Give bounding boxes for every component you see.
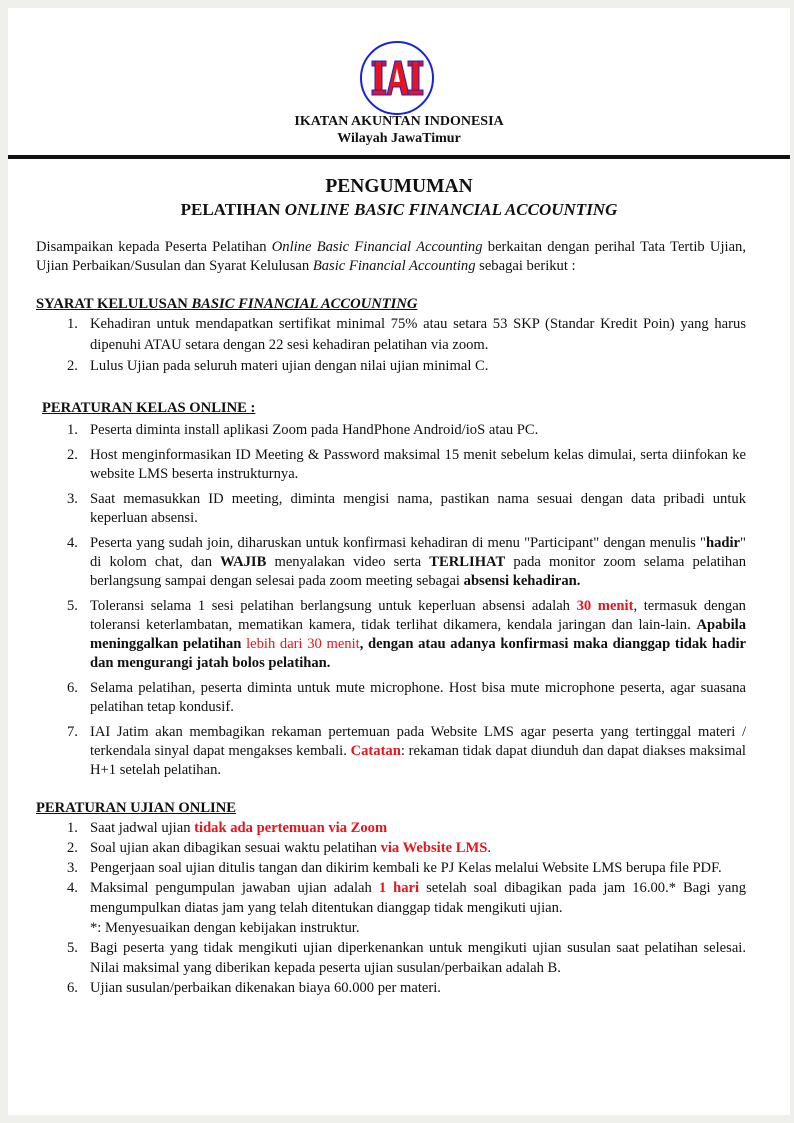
item-number: 6.: [67, 680, 78, 696]
item-number: 4.: [67, 535, 78, 551]
list-item: [36, 446, 746, 484]
item-number: 2.: [67, 840, 78, 856]
item-text: Peserta yang sudah join, diharuskan untuk konfirmasi kehadiran di menu "Participant" dengan menulis ": [90, 535, 706, 551]
emphasis: , dengan atau adanya konfirmasi maka dianggap tidak hadir dan mengurangi jatah bolos pelatihan.: [90, 636, 746, 671]
list-item: [36, 490, 746, 528]
organization-name: IKATAN AKUNTAN INDONESIA: [294, 114, 504, 129]
emphasis: hadir: [705, 535, 741, 551]
kelas-list: [36, 421, 746, 780]
intro-text: sebagai berikut :: [475, 258, 576, 274]
item-text: Soal ujian akan dibagikan sesuai waktu pelatihan: [90, 840, 381, 856]
item-number: 3.: [67, 860, 78, 876]
list-item: [36, 858, 746, 878]
item-number: 3.: [67, 491, 78, 507]
section-heading-kelas: PERATURAN KELAS ONLINE :: [42, 400, 256, 416]
list-item: [36, 421, 746, 440]
list-item: [36, 723, 746, 780]
page-title: PENGUMUMAN: [325, 176, 473, 197]
emphasis: TERLIHAT: [429, 554, 506, 570]
emphasis: absensi kehadiran.: [463, 573, 581, 589]
item-text: Ujian susulan/perbaikan dikenakan biaya 60.000 per materi.: [90, 980, 441, 996]
page-subtitle: [8, 200, 790, 220]
list-item: [36, 356, 746, 377]
section-heading-syarat: [36, 295, 746, 314]
item-number: 1.: [67, 422, 78, 438]
document-body: [36, 238, 746, 998]
highlight-red: Catatan: [350, 743, 401, 759]
highlight-red: tidak ada pertemuan via Zoom: [194, 820, 388, 836]
item-text: : rekaman tidak dapat diunduh dan dapat diakses maksimal H+1 setelah pelatihan.: [90, 743, 746, 778]
item-text: pada monitor zoom selama pelatihan berlangsung sampai dengan selesai pada zoom meeting sebagai: [90, 554, 746, 589]
intro-italic: Basic Financial Accounting: [312, 258, 476, 274]
item-number: 1.: [67, 820, 78, 836]
item-text: Pengerjaan soal ujian ditulis tangan dan dikirim kembali ke PJ Kelas melalui Website LMS berupa file PDF.: [90, 860, 722, 876]
item-text: menyalakan video serta: [266, 554, 430, 570]
item-text: " di kolom chat, dan: [90, 535, 746, 570]
intro-italic: Online Basic Financial Accounting: [271, 239, 483, 255]
intro-paragraph: [36, 238, 746, 276]
item-text: Kehadiran untuk mendapatkan sertifikat minimal 75% atau setara 53 SKP (Standar Kredit Poin) yang harus dipenuhi ATAU setara dengan 22 sesi kehadiran pelatihan via zoom.: [90, 316, 746, 353]
list-item: [36, 978, 746, 998]
list-item: [36, 679, 746, 717]
highlight-red: 1 hari: [378, 880, 420, 896]
highlight-red: 30 menit: [576, 598, 634, 614]
header-divider: [8, 155, 790, 159]
list-item: [36, 818, 746, 838]
item-number: 5.: [67, 940, 78, 956]
item-text: Saat jadwal ujian: [90, 820, 195, 836]
item-text: .: [487, 840, 491, 856]
item-text: IAI Jatim akan membagikan rekaman pertemuan pada Website LMS agar peserta yang tertinggal materi / terkendala sinyal dapat mengakses kembali.: [90, 724, 746, 759]
list-item: [36, 838, 746, 858]
item-number: 2.: [67, 447, 78, 463]
list-item: [36, 314, 746, 356]
item-text: Peserta diminta install aplikasi Zoom pada HandPhone Android/ioS atau PC.: [90, 422, 539, 438]
item-text: Maksimal pengumpulan jawaban ujian adalah: [90, 880, 379, 896]
item-number: 4.: [67, 880, 78, 896]
item-number: 7.: [67, 724, 78, 740]
subtitle-prefix: PELATIHAN: [180, 200, 285, 219]
item-number: 6.: [67, 980, 78, 996]
item-footnote: *: Menyesuaikan dengan kebijakan instruktur.: [90, 920, 360, 936]
list-item: [36, 597, 746, 673]
syarat-list: [36, 314, 746, 377]
item-text: Bagi peserta yang tidak mengikuti ujian diperkenankan untuk mengikuti ujian susulan saat pelatihan selesai. Nilai maksimal yang diberikan kepada peserta ujian susulan/perbaikan adalah B.: [90, 940, 746, 976]
section-heading-ujian: PERATURAN UJIAN ONLINE: [36, 800, 237, 816]
item-text: Lulus Ujian pada seluruh materi ujian dengan nilai ujian minimal C.: [90, 358, 489, 374]
item-number: 1.: [67, 316, 78, 332]
organization-region: Wilayah JawaTimur: [337, 131, 461, 146]
list-item: [36, 534, 746, 591]
intro-text: berkaitan dengan perihal Tata Tertib Ujian, Ujian Perbaikan/Susulan dan Syarat Kelulusan: [36, 239, 746, 274]
subtitle-italic: ONLINE BASIC FINANCIAL ACCOUNTING: [284, 200, 618, 219]
item-text: Saat memasukkan ID meeting, diminta mengisi nama, pastikan nama sesuai dengan data pribadi untuk keperluan absensi.: [90, 491, 746, 526]
ujian-list: [36, 818, 746, 998]
list-item: [36, 938, 746, 978]
highlight-red: lebih dari 30 menit: [246, 636, 360, 652]
list-item: [36, 878, 746, 938]
item-text: Toleransi selama 1 sesi pelatihan berlangsung untuk keperluan absensi adalah: [90, 598, 577, 614]
item-text: setelah soal dibagikan pada jam 16.00.* Bagi yang mengumpulkan diatas jam yang telah ditentukan dianggap tidak mengikuti ujian.: [90, 880, 747, 916]
item-number: 2.: [67, 358, 78, 374]
item-text: , termasuk dengan toleransi keterlambatan, mematikan kamera, tidak terlihat dikamera, kendala jaringan dan lain-lain.: [90, 598, 746, 633]
item-number: 5.: [67, 598, 78, 614]
document-page: [8, 8, 790, 1115]
heading-italic: BASIC FINANCIAL ACCOUNTING: [191, 296, 418, 312]
intro-text: Disampaikan kepada Peserta Pelatihan: [36, 239, 272, 255]
emphasis: WAJIB: [220, 554, 267, 570]
highlight-red: via Website LMS: [380, 840, 488, 856]
heading-text: SYARAT KELULUSAN: [36, 296, 192, 312]
iai-logo: [359, 40, 435, 116]
item-text: Selama pelatihan, peserta diminta untuk mute microphone. Host bisa mute microphone peserta, agar suasana pelatihan tetap kondusif.: [90, 680, 746, 715]
emphasis: Apabila meninggalkan pelatihan: [90, 617, 746, 652]
item-text: Host menginformasikan ID Meeting & Password maksimal 15 menit sebelum kelas dimulai, serta diinfokan ke website LMS beserta instrukturnya.: [90, 447, 746, 482]
